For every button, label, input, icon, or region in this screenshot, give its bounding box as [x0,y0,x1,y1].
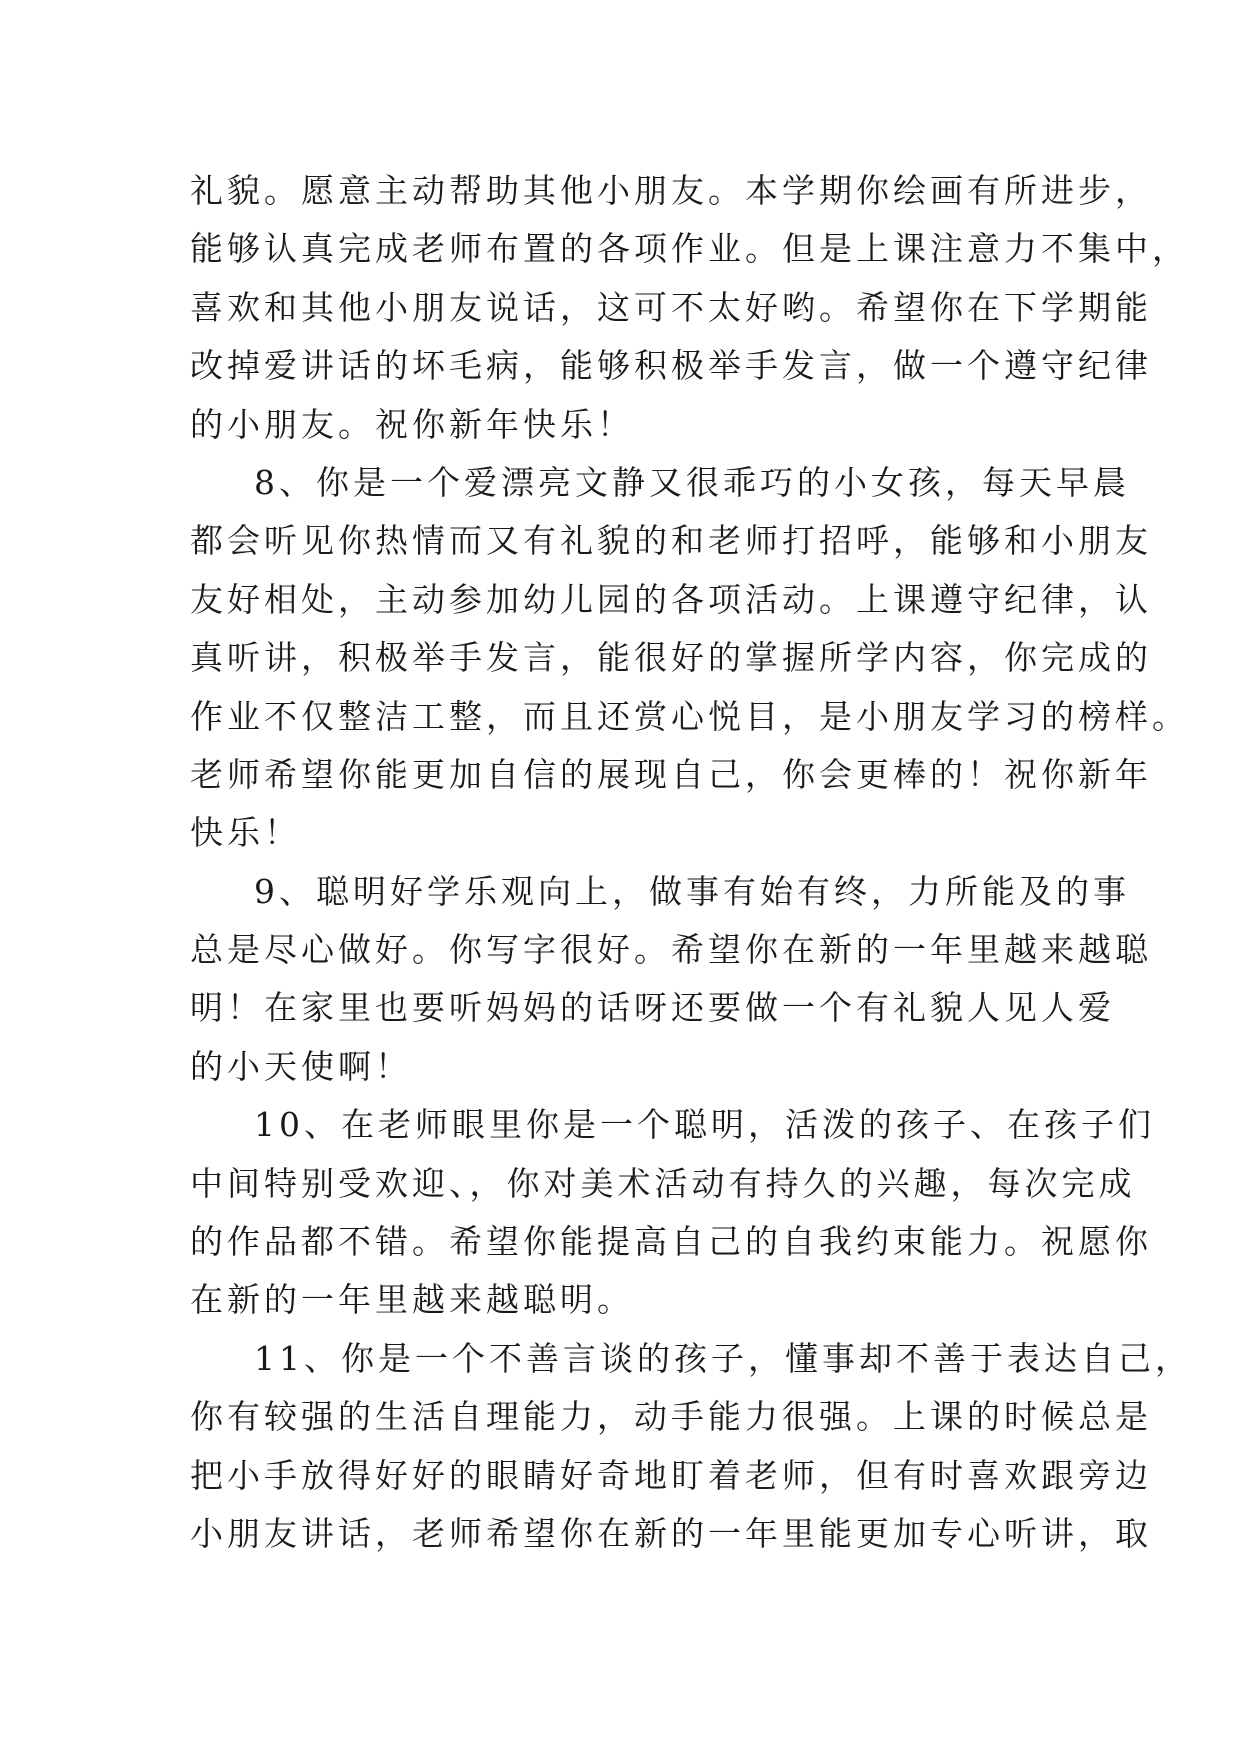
text-line: 作业不仅整洁工整，而且还赏心悦目，是小朋友学习的榜样。 [190,696,1189,736]
text-line: 小朋友讲话，老师希望你在新的一年里能更加专心听讲，取 [190,1513,1152,1553]
text-line: 快乐！ [190,813,301,853]
text-line: 中间特别受欢迎、，你对美术活动有持久的兴趣，每次完成 [190,1163,1136,1203]
text-line: 礼貌。愿意主动帮助其他小朋友。本学期你绘画有所进步， [190,171,1152,210]
text-line: 明！在家里也要听妈妈的话呀还要做一个有礼貌人见人爱 [190,988,1115,1028]
paragraph-9-start: 9、聪明好学乐观向上，做事有始有终，力所能及的事 [254,871,1130,911]
text-line: 的小天使啊！ [190,1046,412,1086]
text-line: 友好相处，主动参加幼儿园的各项活动。上课遵守纪律，认 [190,579,1152,619]
text-line: 能够认真完成老师布置的各项作业。但是上课注意力不集中， [190,229,1189,269]
text-line: 老师希望你能更加自信的展现自己，你会更棒的！祝你新年 [190,754,1152,794]
document-body [190,162,1192,1563]
text-line: 真听讲，积极举手发言，能很好的掌握所学内容，你完成的 [190,638,1152,678]
text-line: 的小朋友。祝你新年快乐！ [190,404,634,444]
text-line: 都会听见你热情而又有礼貌的和老师打招呼，能够和小朋友 [190,521,1152,561]
paragraph-11-start: 11、你是一个不善言谈的孩子，懂事却不善于表达自己， [254,1338,1192,1378]
text-line: 在新的一年里越来越聪明。 [190,1280,634,1320]
paragraph-8-start: 8、你是一个爱漂亮文静又很乖巧的小女孩，每天早晨 [254,462,1130,502]
text-line: 把小手放得好好的眼睛好奇地盯着老师，但有时喜欢跟旁边 [190,1455,1152,1495]
text-line: 你有较强的生活自理能力，动手能力很强。上课的时候总是 [190,1397,1152,1437]
text-line: 总是尽心做好。你写字很好。希望你在新的一年里越来越聪 [190,930,1152,970]
text-line: 的作品都不错。希望你能提高自己的自我约束能力。祝愿你 [190,1222,1152,1262]
text-line: 改掉爱讲话的坏毛病，能够积极举手发言，做一个遵守纪律 [190,346,1152,386]
paragraph-10-start: 10、在老师眼里你是一个聪明，活泼的孩子、在孩子们 [254,1105,1155,1145]
text-line: 喜欢和其他小朋友说话，这可不太好哟。希望你在下学期能 [190,287,1152,327]
